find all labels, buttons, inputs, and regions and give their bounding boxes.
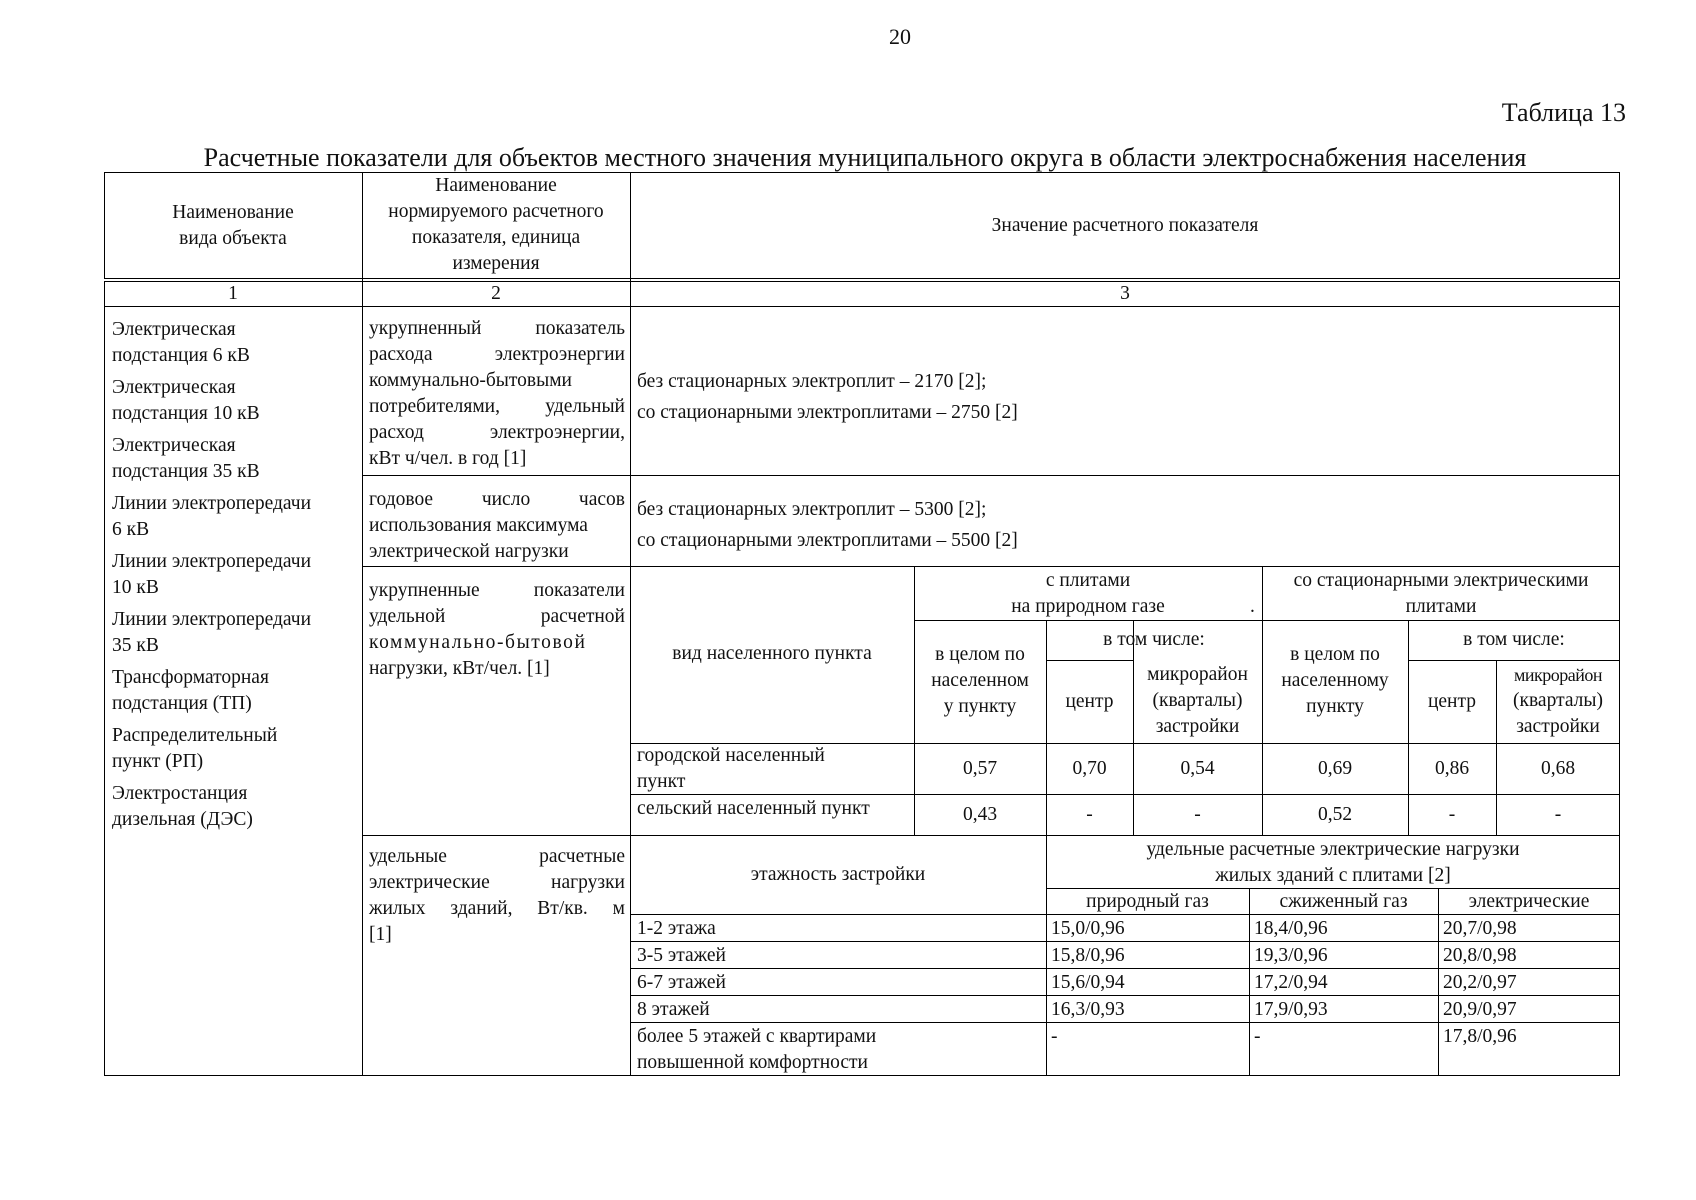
- ind3-incl-el: в том числе:: [1463, 629, 1565, 650]
- object-item: Распределительный пункт (РП): [112, 725, 278, 772]
- object-item: Линии электропередачи 6 кВ: [112, 493, 311, 540]
- table-cell: 17,2/0,94: [1254, 972, 1328, 993]
- table-cell: 8 этажей: [637, 999, 710, 1020]
- ind4-hdr-floors: этажность застройки: [750, 864, 926, 885]
- ind1-name: укрупненный показатель расхода электроэнергии коммунально-бытовыми потребителями, удельный расход электроэнергии, кВт ч/чел. в год [1]: [369, 318, 625, 469]
- table-cell: 1-2 этажа: [637, 918, 716, 939]
- table-cell: -: [1554, 804, 1562, 825]
- ind3-micro-gas: микрорайон (кварталы) застройки: [1147, 664, 1248, 737]
- table-title: Расчетные показатели для объектов местного значения муниципального округа в области электроснабжения населения: [203, 143, 1527, 172]
- table-cell: 15,6/0,94: [1051, 972, 1125, 993]
- page-number: 20: [889, 24, 911, 49]
- ind3-micro-el: микрорайон (кварталы) застройки: [1513, 665, 1603, 737]
- header-col2: Наименование нормируемого расчетного показателя, единица измерения: [388, 175, 604, 274]
- object-item: Электрическая подстанция 35 кВ: [112, 435, 260, 482]
- ind3-name: укрупненные показатели удельной расчетной коммунально-бытовой нагрузки, кВт/чел. [1]: [369, 580, 625, 679]
- ind4-name: удельные расчетные электрические нагрузки жилых зданий, Вт/кв. м [1]: [369, 846, 625, 945]
- table-cell: -: [1194, 804, 1201, 825]
- ind3-center-el: центр: [1427, 691, 1477, 712]
- ind4-col-lpg: сжиженный газ: [1279, 891, 1408, 912]
- col-num-3: 3: [1120, 283, 1130, 304]
- ind3-hdr-gas: с плитами на природном газе: [1011, 570, 1165, 617]
- table-cell: 0,68: [1540, 758, 1576, 779]
- ind4-col-natural-gas: природный газ: [1086, 891, 1209, 912]
- table-cell: 0,86: [1434, 758, 1470, 779]
- table-cell: 0,57: [962, 758, 998, 779]
- table-cell: -: [1448, 804, 1456, 825]
- table-cell: 18,4/0,96: [1254, 918, 1328, 939]
- ind3-hdr-kind: вид населенного пункта: [672, 643, 872, 664]
- object-item: Линии электропередачи 35 кВ: [112, 609, 311, 656]
- table-cell: 0,69: [1317, 758, 1353, 779]
- ind3-center-gas: центр: [1065, 691, 1114, 712]
- settlement-name: городской населенный пункт: [637, 745, 825, 792]
- table-cell: 17,9/0,93: [1254, 999, 1328, 1020]
- ind1-values: без стационарных электроплит – 2170 [2]; со стационарными электроплитами – 2750 [2]: [637, 371, 1018, 423]
- ind3-hdr-gas-dot: .: [1250, 596, 1255, 617]
- ind3-hdr-el: со стационарными электрическими плитами: [1293, 570, 1589, 617]
- ind4-hdr-loads: удельные расчетные электрические нагрузки жилых зданий с плитами [2]: [1146, 839, 1520, 886]
- object-item: Электростанция дизельная (ДЭС): [112, 783, 253, 830]
- ind3-total-el: в целом по населенному пункту: [1281, 644, 1389, 717]
- object-item: Электрическая подстанция 10 кВ: [112, 377, 260, 424]
- ind3-total-gas: в целом по населенном у пункту: [931, 644, 1029, 717]
- col-num-1: 1: [228, 283, 238, 304]
- object-types: [112, 317, 311, 832]
- ind4-col-electric: электрические: [1468, 891, 1590, 912]
- table-cell: 6-7 этажей: [637, 972, 726, 993]
- table-cell: 19,3/0,96: [1254, 945, 1328, 966]
- object-item: Электрическая подстанция 6 кВ: [112, 319, 250, 366]
- ind2-values: без стационарных электроплит – 5300 [2]; со стационарными электроплитами – 5500 [2]: [637, 499, 1018, 551]
- table-label: Таблица 13: [1501, 98, 1626, 127]
- table-cell: 20,9/0,97: [1443, 999, 1517, 1020]
- table-cell: 20,2/0,97: [1443, 972, 1517, 993]
- table-cell: 15,8/0,96: [1051, 945, 1125, 966]
- table-cell: 17,8/0,96: [1443, 1026, 1517, 1047]
- table-cell: 3-5 этажей: [637, 945, 726, 966]
- table-cell: 15,0/0,96: [1051, 918, 1125, 939]
- ind2-name: годовое число часов использования максимума электрической нагрузки: [369, 489, 625, 562]
- table-cell: 0,43: [962, 804, 998, 825]
- table-cell: 0,54: [1180, 758, 1215, 779]
- table-cell: более 5 этажей с квартирами повышенной комфортности: [637, 1026, 877, 1073]
- col-num-2: 2: [491, 283, 501, 304]
- ind3-incl-gas: в том числе:: [1103, 629, 1205, 650]
- object-item: Линии электропередачи 10 кВ: [112, 551, 311, 598]
- object-item: Трансформаторная подстанция (ТП): [112, 667, 269, 714]
- header-col3: Значение расчетного показателя: [991, 215, 1259, 236]
- table-cell: -: [1051, 1026, 1058, 1047]
- table-cell: -: [1086, 804, 1093, 825]
- settlement-name: сельский населенный пункт: [637, 798, 870, 819]
- table-cell: 16,3/0,93: [1051, 999, 1125, 1020]
- table-cell: -: [1254, 1026, 1261, 1047]
- table-cell: 0,52: [1317, 804, 1353, 825]
- table-cell: 0,70: [1072, 758, 1107, 779]
- table-cell: 20,8/0,98: [1443, 945, 1517, 966]
- header-col1: Наименование вида объекта: [172, 202, 294, 249]
- table-cell: 20,7/0,98: [1443, 918, 1517, 939]
